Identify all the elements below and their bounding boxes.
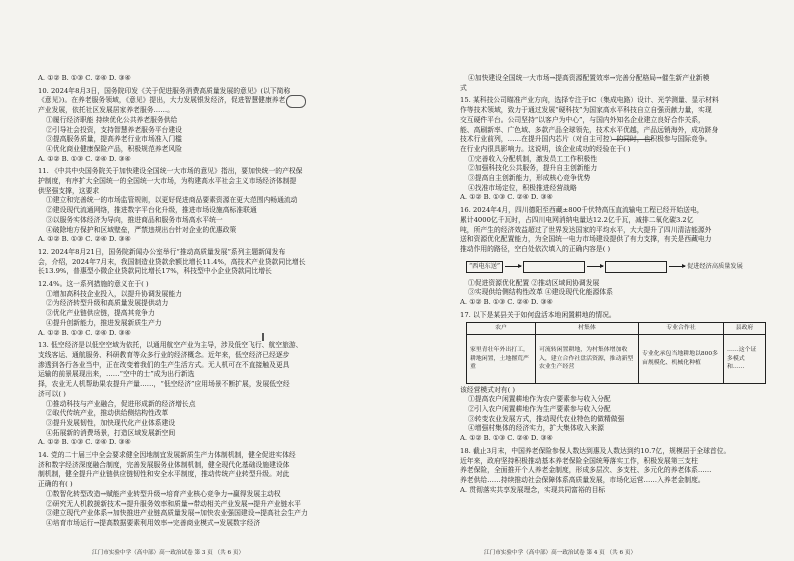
flow-start: “西电东送” <box>466 261 503 273</box>
flow-blank-2 <box>605 261 667 273</box>
table-header: 村集体 <box>536 323 639 334</box>
flow-blank-1 <box>523 261 585 273</box>
text-line: ②研究无人机救援新技术→提升服务效率和质量→带动相关产业发展→提升产业链水平 <box>46 499 301 508</box>
text-line: ①建立和完善统一的市场监管规则，以更好促进商品要素资源在更大范围内畅通流动 <box>46 196 298 205</box>
arrow-icon <box>505 266 521 267</box>
text-line: 送和资源优化配置能力，为全国统一电力市场建设提供了有力支撑，有关是西藏电力 <box>460 235 712 244</box>
arrow-icon <box>587 266 603 267</box>
text-line: 养老保险，全面推开个人养老金制度，形成多层次、多支柱、多元化的养老体系…… <box>460 466 712 475</box>
text-line: 17. 以下是某县关于如何盘活本地闲置耕地的情况。 <box>460 310 616 319</box>
text-line: 技术行业前列，……在提升国内芯片（对自主可控）的同时，也积极参与国际竞争。 <box>460 135 712 144</box>
text-line: 12. 2024年8月21日，国务院新闻办公室举行“推动高质量发展”系列主题新闻发布 <box>38 247 286 256</box>
text-line: ②引导社会投资，支持智慧养老服务平台建设 <box>46 125 182 134</box>
left-page <box>38 74 410 529</box>
text-line: 10. 2024年8月3日，国务院印发《关于促进服务消费高质量发展的意见》(以下简称 <box>38 86 291 95</box>
table-cell: 专业化承包当地耕地以800多亩规模化、机械化种植 <box>639 334 724 383</box>
text-line: 会，介绍，2024年7月末，我国制造业贷款余额比增长11.4%，高技术产业贷款同比增长 <box>38 257 306 266</box>
text-line: ④破除地方保护和区域壁垒，严禁违规出台针对企业的优惠政策 <box>46 225 237 234</box>
answer-options: A. ①② B. ①③ C. ②④ D. ③④ <box>38 438 131 447</box>
text-line: ②建设现代流通网络，推进数字平台化升级，推进市场设施高标准联通 <box>46 206 257 215</box>
text-line: 制机制，健全提升产业链供应链韧性和安全水平制度，推动传统产业转型升级。对此 <box>38 470 290 479</box>
text-line: 运输的前景展现出来，……“空中的士”成为出行新选 <box>38 370 195 379</box>
answer-options: A. ①② B. ①③ C. ②④ D. ③④ <box>460 193 553 202</box>
text-line: 15. 某科技公司瞄准产业方向，选择专注于IC（集成电路）设计、光学测量、显示材料 <box>460 96 719 105</box>
table-cell: ……这个证多模式和…… <box>724 334 766 383</box>
text-line: 养老供给……持续推动社会保障体系高质量发展，市场化运营……入养老金制度。 <box>460 476 705 484</box>
text-line: ③以服务实体经济为导向，推进商品和服务市场高水平统一 <box>46 215 223 224</box>
text-line: ④加快建设全国统一大市场→提高资源配置效率→完善分配格局→催生新产业新模 <box>468 74 710 82</box>
text-line: 《意见》)。在养老服务领域，《意见》提出，大力发展银发经济，促进智慧健康养老 <box>38 96 286 105</box>
text-line: 吨，所产生的经济效益超过了世界发达国家的平均水平，大大提升了四川清洁能源外 <box>460 225 712 234</box>
answer-options: A. ①② B. ①③ C. ②④ D. ③④ <box>460 298 553 307</box>
text-line: 交互硬件平台。公司坚持“以客户为中心”，与国内外知名企业建立良好合作关系， <box>460 115 705 124</box>
page-footer-left: 江门市实验中学（高中部）高一政治试卷 第 3 页 （共 6 页） <box>92 550 245 556</box>
text-line: ③提高自主创新能力，形成核心竞争优势 <box>468 174 591 183</box>
text-line: ①增加高科技企业投入，以提升协调发展能力 <box>46 289 182 298</box>
text-line: 济和数字经济深度融合制度，完善发展服务业体制机制，健全现代化基础设施建设体 <box>38 460 290 469</box>
farmland-table <box>466 322 766 383</box>
text-line: 长13.9%，普惠型小微企业贷款同比增长17%，科技型中小企业贷款同比增长 <box>38 267 272 276</box>
text-line: 式 <box>460 83 467 92</box>
answer-options: A. ①② B. ①③ C. ②④ D. ③④ <box>38 154 131 163</box>
answer-options: A. ①② B. ①③ C. ②④ D. ③④ <box>38 328 131 337</box>
text-line: 13. 低空经济是以低空空域为依托，以通用航空产业为主导，涉及低空飞行、航空旅游、 <box>38 341 303 350</box>
text-line: ①完善收入分配机制，激发员工工作积极性 <box>468 154 598 163</box>
text-line: ④培育市场运行→提高数据要素利用效率→完善商业模式→发展数字经济 <box>46 518 261 527</box>
text-line: 该经营模式对有( ) <box>460 385 516 394</box>
arrow-icon <box>669 266 685 267</box>
text-line: 11. 《中共中央国务院关于加快建设全国统一大市场的意见》指出，要加快统一的产权保 <box>38 167 303 176</box>
text-line: 产业发展，依托社区发展居家养老服务……。 <box>38 106 174 115</box>
table-header: 农户 <box>467 323 536 334</box>
text-line: ④提升创新能力，推进发展新质生产力 <box>46 318 162 327</box>
text-line: 在行业内很具影响力。这说明，该企业成功的经验在于( ) <box>460 144 631 153</box>
table-header: 县政府 <box>724 323 766 334</box>
text-line: 正确的有( ) <box>38 480 73 489</box>
text-line: ③实现供给侧结构性改革 ④建设现代化能源体系 <box>468 288 613 297</box>
answer-options: A. ①② B. ①③ C. ②④ D. ③④ <box>460 434 553 443</box>
text-line: ①促进资源优化配置 ②推动区域间协调发展 <box>468 278 600 287</box>
text-line: 18. 截止3月末，中国养老保险参保人数达到惠及人数达到约10.7亿，规模居于全球首位。 <box>460 446 731 455</box>
text-line: 作等技术领域，致力于通过发展“硬科技”为国家高水平科技自立自强贡献力量，实现 <box>460 106 712 115</box>
text-line: ①数智化转型改造→赋能产业转型升级→培育产业核心竞争力→赢得发展主动权 <box>46 489 281 498</box>
text-line: 14. 党的二十届三中全会要求健全因地制宜发展新质生产力体制机制，健全促进实体经 <box>38 451 296 460</box>
page-footer-right: 江门市实验中学（高中部）高一政治试卷 第 4 页 （共 6 页） <box>484 550 637 556</box>
text-line: ①推动科技与产业融合，促进形成新的经济增长点 <box>46 399 196 408</box>
table-header: 专业合作社 <box>639 323 724 334</box>
text-line: 推动作用的路径，空白处依次填入的正确内容是( ) <box>460 244 611 253</box>
text-line: ④找准市场定位，积极推进经营战略 <box>468 183 577 192</box>
text-line: 16. 2024年4月，四川德阳至西藏±800千伏特高压直流输电工程已经开始送电， <box>460 206 704 215</box>
text-line: 近年来，政府坚持积极推动基本养老保险全国统筹落实工作，积极发展第三支柱 <box>460 456 698 465</box>
answer-options: A. ①② B. ①③ C. ②④ D. ③④ <box>38 235 131 244</box>
text-line: 支线客运、通航服务、科研教育等众多行业的经济概念。近年来，低空经济已经逐步 <box>38 350 290 359</box>
text-line: ①履行经济职能 持续优化公共养老服务供给 <box>46 115 178 124</box>
text-line: 渗透到各行各业当中，正在改变着我们的生产生活方式。无人机可在不直接触及更具 <box>38 360 290 369</box>
table-cell: 可流转闲置耕地，为村集体增加收入，建立合作社盘活资源，推动新型农业生产经营 <box>536 334 639 383</box>
flow-end: 促进经济高质量发展 <box>687 262 743 270</box>
text-line: 12.4%。这一系列措施的意义在于( ) <box>38 280 149 289</box>
text-line: 累计4000亿千瓦时，占四川电网消纳电量达12.2亿千瓦，减排二氧化碳3.2亿 <box>460 215 694 224</box>
text-line: 护制度，有序扩大全国统一的全国统一大市场，为构建高水平社会主义市场经济体制提 <box>38 177 297 186</box>
text-line: ②为经济转型升级和高质量发展提供动力 <box>46 299 169 308</box>
text-line: 供坚强支撑，这要求 <box>38 186 100 195</box>
text-line: ③提高服务质量，提高养老行业市场准入门槛 <box>46 135 182 144</box>
text-line: 择，农业无人机帮助果农提升产量……，“低空经济”应用场景不断扩展，发展低空经 <box>38 380 290 389</box>
answer-options: A. ①② B. ①③ C. ②④ D. ③④ <box>38 74 131 82</box>
text-line: ③建立现代产业体系→加快推进产业链高质量发展→加快农业强国建设→提高社会生产力 <box>46 509 308 518</box>
text-line: 能、高刷新率、广色域、多款产品全球领先，技术水平优越，产品远销海外，成功跻身 <box>460 125 719 134</box>
text-line: ①提高农户闲置耕地作为农户要素参与收入分配 <box>468 395 611 404</box>
right-page <box>460 74 778 495</box>
text-line: ②加强科技化公共服务，提升自主创新能力 <box>468 164 598 173</box>
text-line: ④拓展新的消费场景，打造区域发展新空间 <box>46 428 176 437</box>
text-line: ④增强村集体的经济实力，扩大集体收入来源 <box>468 424 604 433</box>
flow-diagram <box>466 257 778 277</box>
text-line: ②取代传统产业，推动供给侧结构性改革 <box>46 409 169 418</box>
text-line: ④优化商业健康保险产品，积极规范养老风险 <box>46 144 182 153</box>
text-line: ③转变农业发展方式，推动现代农业特色的做精做强 <box>468 414 625 423</box>
text-line: ③提升发展韧性，加快现代化产业体系建设 <box>46 418 176 427</box>
text-line: ③优化产业链供应链，提高其竞争力 <box>46 309 155 318</box>
text-line: 济可以( ) <box>38 389 66 398</box>
table-cell: 家里青壮年外出打工，耕地闲置，土地撂荒严重 <box>467 334 536 383</box>
answer-options: A. 贯彻落实共享发展理念，实现共同富裕的目标 <box>460 485 606 494</box>
text-line: ②引入农户闲置耕地作为生产要素参与收入分配 <box>468 405 611 414</box>
